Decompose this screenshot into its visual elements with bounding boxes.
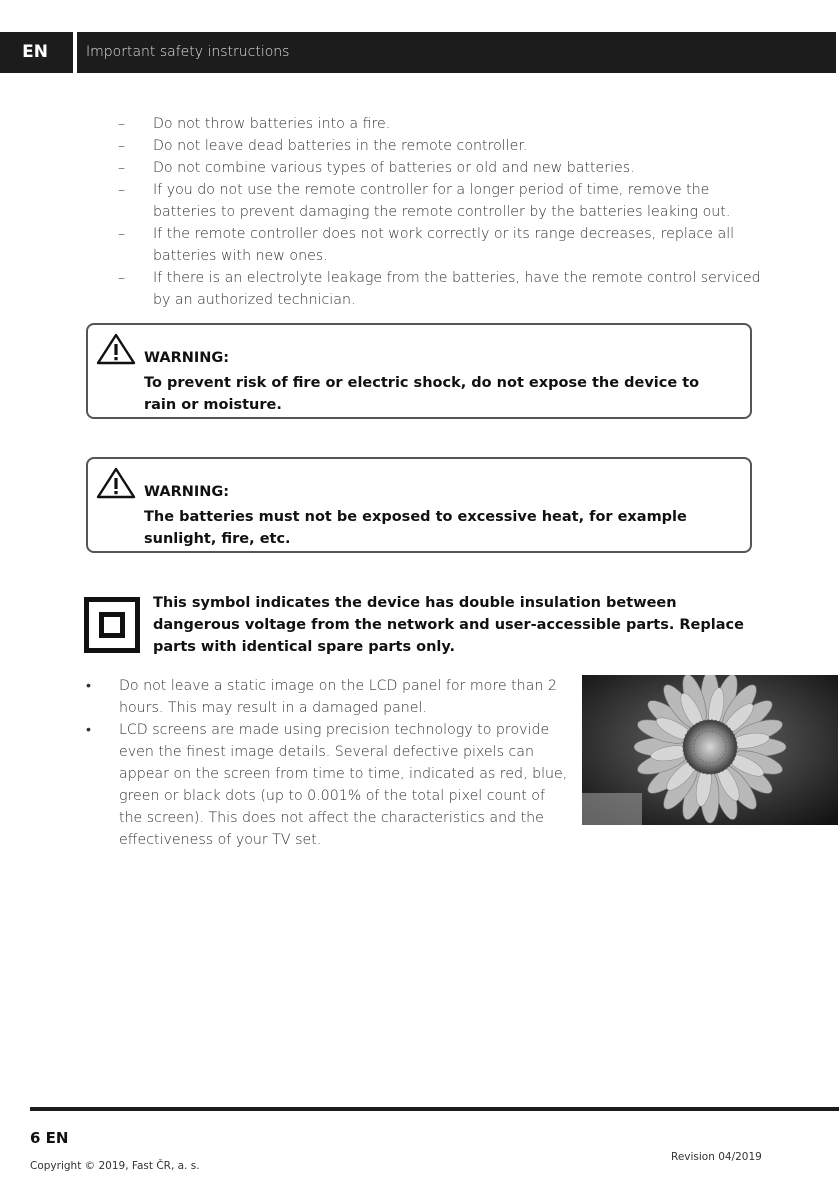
dash-marker: –: [118, 160, 126, 176]
list-item: [114, 135, 764, 157]
dash-marker: –: [118, 116, 126, 132]
list-item-text: If there is an electrolyte leakage from the batteries, have the remote control serviced by an authorized technician.: [153, 270, 761, 308]
bullet-marker: •: [86, 722, 91, 738]
list-item: [114, 267, 764, 311]
header-title: Important safety instructions: [86, 44, 290, 60]
dash-marker: –: [118, 226, 126, 242]
list-item-text: Do not leave a static image on the LCD panel for more than 2 hours. This may result in a damaged panel.: [119, 678, 557, 716]
bullet-marker: •: [86, 678, 91, 694]
warning-title: WARNING:: [144, 484, 230, 500]
dash-marker: –: [118, 138, 126, 154]
warning-triangle-icon: [96, 333, 136, 365]
list-item: [114, 179, 764, 223]
battery-instructions-list: [114, 113, 764, 311]
language-tab: EN: [0, 32, 70, 73]
list-item-text: Do not combine various types of batteries or old and new batteries.: [153, 160, 635, 176]
warning-text: To prevent risk of fire or electric shock, do not expose the device to rain or moisture.: [144, 375, 700, 413]
revision-text: Revision 04/2019: [671, 1151, 762, 1163]
warning-box-heat: [86, 457, 752, 553]
list-item: [86, 719, 726, 851]
header-separator: [73, 32, 77, 73]
list-item-text: Do not throw batteries into a fire.: [153, 116, 391, 132]
list-item: [114, 113, 764, 135]
warning-triangle-icon: [96, 467, 136, 499]
footer-rule: [30, 1107, 839, 1111]
list-item-text: If you do not use the remote controller for a longer period of time, remove the batteries to prevent damaging the remote controller by the batteries leaking out.: [153, 182, 731, 220]
list-item-text: LCD screens are made using precision technology to provide even the finest image details. Several defective pixels can appear on the screen from time to time, indicated as red, blue, green or black dots (up to 0.001% of the total pixel count of the screen). This does not affect the characteristics and the effectiveness of your TV set.: [119, 722, 568, 848]
page-number: 6 EN: [30, 1129, 69, 1147]
list-item: [114, 157, 764, 179]
copyright-text: Copyright © 2019, Fast ČR, a. s.: [30, 1160, 200, 1172]
warning-text: The batteries must not be exposed to excessive heat, for example sunlight, fire, etc.: [144, 509, 687, 547]
list-item: [114, 223, 764, 267]
page-header: [0, 32, 836, 73]
warning-title: WARNING:: [144, 350, 230, 366]
double-insulation-inner-square: [99, 612, 125, 638]
list-item-text: If the remote controller does not work correctly or its range decreases, replace all batteries with new ones.: [153, 226, 735, 264]
dash-marker: –: [118, 270, 126, 286]
warning-box-rain: [86, 323, 752, 419]
list-item: [86, 675, 726, 719]
double-insulation-text: This symbol indicates the device has double insulation between dangerous voltage from the network and user-accessible parts. Replace parts with identical spare parts only.: [153, 595, 744, 655]
dash-marker: –: [118, 182, 126, 198]
lcd-bullet-list: [86, 675, 726, 851]
list-item-text: Do not leave dead batteries in the remote controller.: [153, 138, 528, 154]
double-insulation-icon: [84, 597, 140, 653]
